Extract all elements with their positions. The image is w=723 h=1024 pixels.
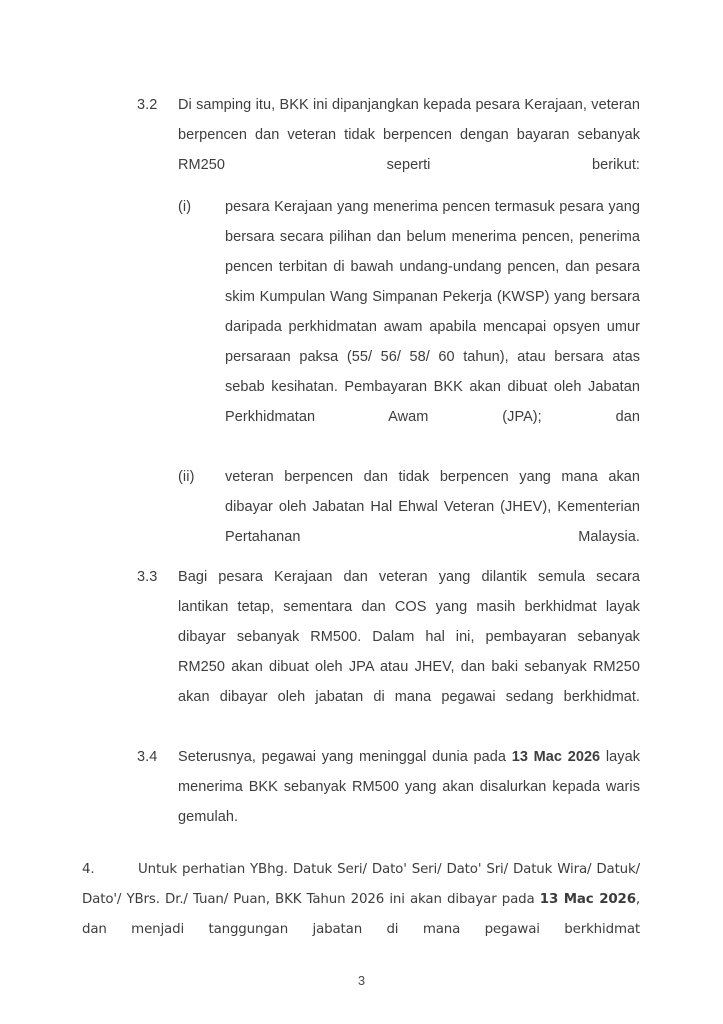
paragraph-4-text-after-date: , dan menjadi tanggungan jabatan di mana pegawai berkhidmat: [82, 892, 640, 937]
clause-3-4-text-after-date: layak menerima BKK sebanyak RM500 yang akan disalurkan kepada waris gemulah.: [178, 749, 640, 825]
paragraph-4-payment-date: 13 Mac 2026: [539, 892, 636, 907]
clause-3-2-item-i-text: pesara Kerajaan yang menerima pencen termasuk pesara yang bersara secara pilihan dan belum menerima pencen, penerima pencen terbitan di bawah undang-undang pencen, dan pesara skim Kumpulan Wang Simpanan Pekerja (KWSP) yang bersara daripada perkhidmatan awam apabila mencapai opsyen umur persaraan paksa (55/ 56/ 58/ 60 tahun), atau bersara atas sebab kesihatan. Pembayaran BKK akan dibuat oleh Jabatan Perkhidmatan Awam (JPA); dan: [225, 199, 640, 425]
clause-3-3: [137, 562, 640, 742]
clause-3-2-item-ii-number: (ii): [178, 469, 195, 485]
clause-3-4: [137, 742, 640, 862]
page-number: 3: [357, 973, 366, 988]
clause-3-4-payment-date: 13 Mac 2026: [511, 749, 601, 765]
paragraph-4: [82, 855, 640, 975]
clause-3-2-item-i: [178, 192, 640, 462]
paragraph-4-text-before-date: Untuk perhatian YBhg. Datuk Seri/ Dato' Seri/ Dato' Sri/ Datuk Wira/ Datuk/ Dato'/ YBrs. Dr./ Tuan/ Puan, BKK Tahun 2026 ini akan dibayar pada: [82, 862, 640, 907]
paragraph-4-number: 4.: [82, 862, 95, 877]
clause-3-4-text-before-date: Seterusnya, pegawai yang meninggal dunia pada: [178, 749, 512, 765]
clause-3-3-number: 3.3: [137, 569, 158, 585]
clause-3-2-item-i-number: (i): [178, 199, 192, 215]
clause-3-2-number: 3.2: [137, 97, 158, 113]
clause-3-4-text: [178, 742, 640, 862]
clause-3-4-number: 3.4: [137, 749, 158, 765]
clause-3-2-item-ii-text: veteran berpencen dan tidak berpencen yang mana akan dibayar oleh Jabatan Hal Ehwal Veteran (JHEV), Kementerian Pertahanan Malaysia.: [225, 469, 640, 545]
clause-3-3-text: Bagi pesara Kerajaan dan veteran yang dilantik semula secara lantikan tetap, sementara dan COS yang masih berkhidmat layak dibayar sebanyak RM500. Dalam hal ini, pembayaran sebanyak RM250 akan dibuat oleh JPA atau JHEV, dan baki sebanyak RM250 akan dibayar oleh jabatan di mana pegawai sedang berkhidmat.: [178, 569, 640, 705]
clause-3-2-text: Di samping itu, BKK ini dipanjangkan kepada pesara Kerajaan, veteran berpencen dan veteran tidak berpencen dengan bayaran sebanyak RM250 seperti berikut:: [178, 97, 640, 173]
